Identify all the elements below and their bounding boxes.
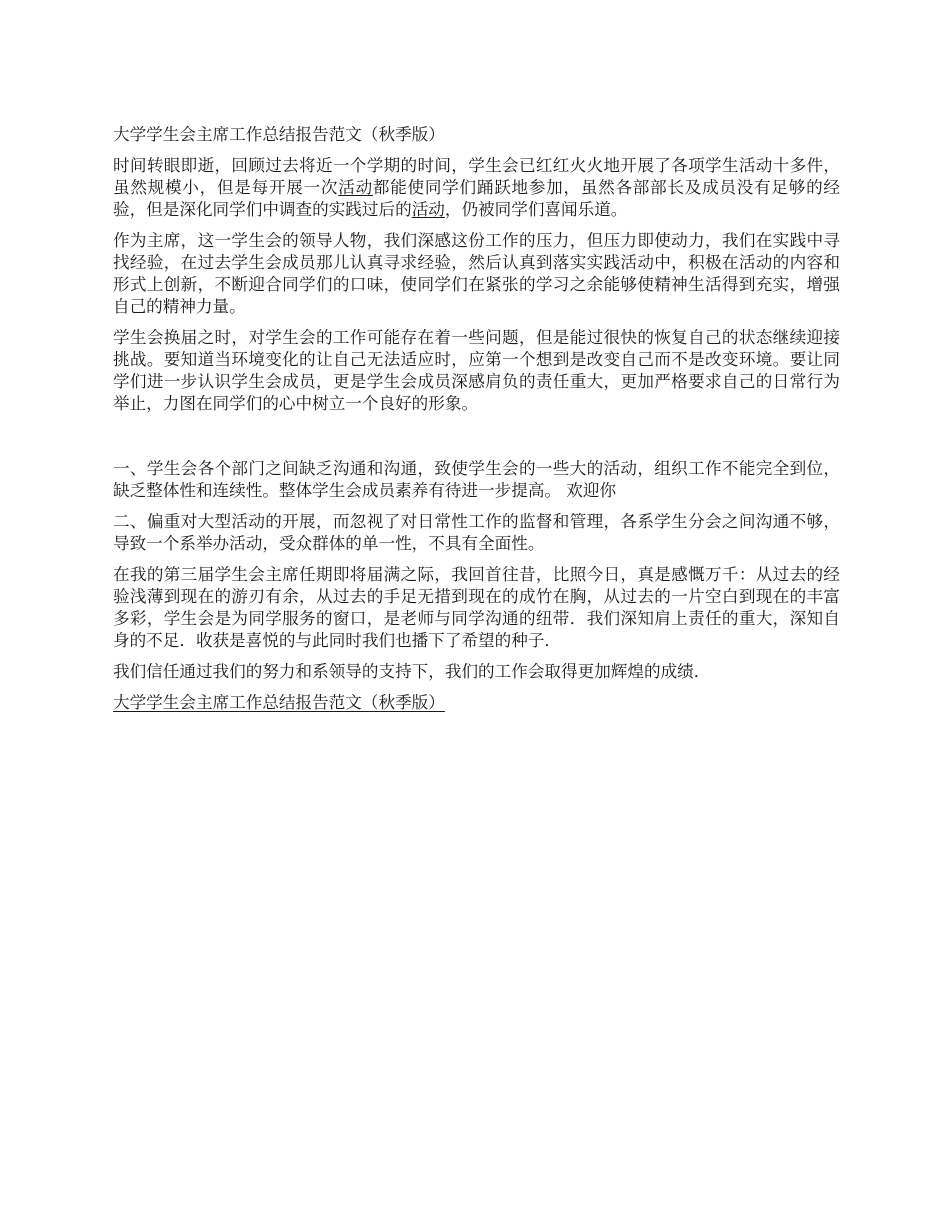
paragraph-intro-text-3: ，仍被同学们喜闻乐道。: [444, 200, 628, 219]
paragraph-issue-1: 一、学生会各个部门之间缺乏沟通和沟通，致使学生会的一些大的活动，组织工作不能完全到位，缺乏整体性和连续性。整体学生会成员素养有待进一步提高。 欢迎你: [113, 459, 840, 500]
paragraph-closing: 我们信任通过我们的努力和系领导的支持下，我们的工作会取得更加辉煌的成绩．: [113, 662, 711, 681]
paragraph-intro: [113, 155, 840, 221]
activity-link-1[interactable]: 活动: [338, 178, 373, 197]
paragraph-intro-text-2: 都能使同学们踊跃地参加，虽然各部部长及成员没有足够的经验，但是深化同学们中调查的实践过后的: [113, 178, 840, 219]
paragraph-reflection: 在我的第三届学生会主席任期即将届满之际，我回首往昔，比照今日，真是感慨万千：从过去的经验浅薄到现在的游刃有余，从过去的手足无措到现在的成竹在胸，从过去的一片空白到现在的丰富多彩，学生会是为同学服务的窗口，是老师与同学沟通的纽带．我们深知肩上责任的重大，深知自身的不足．收获是喜悦的与此同时我们也播下了希望的种子．: [113, 565, 840, 650]
document-body: [113, 124, 840, 714]
paragraph-chairman: 作为主席，这一学生会的领导人物，我们深感这份工作的压力，但压力即使动力，我们在实践中寻找经验，在过去学生会成员那儿认真寻求经验，然后认真到落实实践活动中，积极在活动的内容和形式上创新，不断迎合同学们的口味，使同学们在紧张的学习之余能够使精神生活得到充实，增强自己的精神力量。: [113, 231, 840, 316]
paragraph-transition: 学生会换届之时，对学生会的工作可能存在着一些问题，但是能过很快的恢复自己的状态继续迎接挑战。要知道当环境变化的让自己无法适应时，应第一个想到是改变自己而不是改变环境。要让同学们进一步认识学生会成员，更是学生会成员深感肩负的责任重大，更加严格要求自己的日常行为举止，力图在同学们的心中树立一个良好的形象。: [113, 328, 840, 413]
paragraph-issue-2: 二、偏重对大型活动的开展，而忽视了对日常性工作的监督和管理，各系学生分会之间沟通不够，导致一个系举办活动，受众群体的单一性，不具有全面性。: [113, 512, 840, 553]
paragraph-spacer: [113, 424, 840, 458]
document-title: 大学学生会主席工作总结报告范文（秋季版）: [113, 125, 445, 144]
footer-title-link[interactable]: 大学学生会主席工作总结报告范文（秋季版）: [113, 693, 445, 712]
paragraph-intro-text-1: 时间转眼即逝，回顾过去将近一个学期的时间，学生会已红红火火地开展了各项学生活动十多件，虽然规模小，但是每开展一次: [113, 156, 840, 197]
activity-link-2[interactable]: 活动: [411, 200, 445, 219]
